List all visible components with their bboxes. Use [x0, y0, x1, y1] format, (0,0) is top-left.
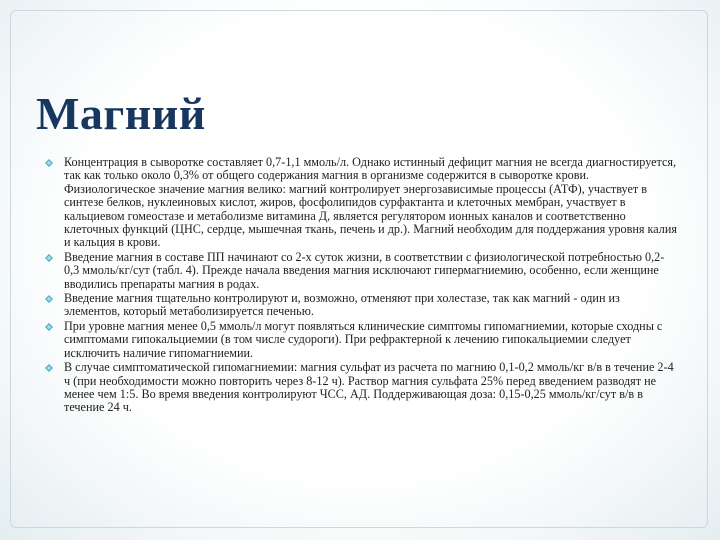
- slide-title: Магний: [36, 88, 206, 139]
- bullet-text: Введение магния в составе ПП начинают со 2-х суток жизни, в соответствии с физиологической потребностью 0,2-0,3 ммоль/кг/сут (табл. 4). Прежде начала введения магния исключают гипермагниемию, особенно, если женщине вводились препараты магния в родах.: [64, 249, 665, 291]
- bullet-text: Введение магния тщательно контролируют и, возможно, отменяют при холестазе, так как магний - один из элементов, который метаболизируется печенью.: [64, 291, 620, 319]
- diamond-bullet-icon: [45, 323, 53, 331]
- bullet-list: [44, 156, 678, 416]
- diamond-bullet-icon: [45, 159, 53, 167]
- bullet-text: Концентрация в сыворотке составляет 0,7-1,1 ммоль/л. Однако истинный дефицит магния не всегда диагностируется, так как только около 0,3% от общего содержания магния в организме содержится в сыворотке крови. Физиологическое значение магния велико: магний контролирует энергозависимые процессы (АТФ), участвует в синтезе белков, нуклеиновых кислот, жиров, фосфолипидов сурфактанта и клеточных мембран, участвует в кальциевом гомеостазе и метаболизме витамина Д, является регулятором ионных каналов и соответственно клеточных функций (ЦНС, сердце, мышечная ткань, печень и др.). Магний необходим для поддержания уровня калия и кальция в крови.: [64, 155, 677, 250]
- bullet-text: При уровне магния менее 0,5 ммоль/л могут появляться клинические симптомы гипомагниемии, которые сходны с симптомами гипокальциемии (в том числе судороги). При рефрактерной к лечению гипокальциемии следует исключить наличие гипомагниемии.: [64, 318, 663, 360]
- diamond-bullet-icon: [45, 295, 53, 303]
- diamond-bullet-icon: [45, 254, 53, 262]
- bullet-item: [44, 361, 678, 415]
- bullet-item: [44, 251, 678, 291]
- diamond-bullet-icon: [45, 364, 53, 372]
- bullet-item: [44, 156, 678, 250]
- bullet-item: [44, 320, 678, 360]
- bullet-item: [44, 292, 678, 319]
- bullet-text: В случае симптоматической гипомагниемии: магния сульфат из расчета по магнию 0,1-0,2 ммоль/кг в/в в течение 2-4 ч (при необходимости можно повторить через 8-12 ч). Раствор магния сульфата 25% перед введением разводят не менее чем 1:5. Во время введения контролируют ЧСС, АД. Поддерживающая доза: 0,15-0,25 ммоль/кг/сут в/в в течение 24 ч.: [64, 360, 674, 415]
